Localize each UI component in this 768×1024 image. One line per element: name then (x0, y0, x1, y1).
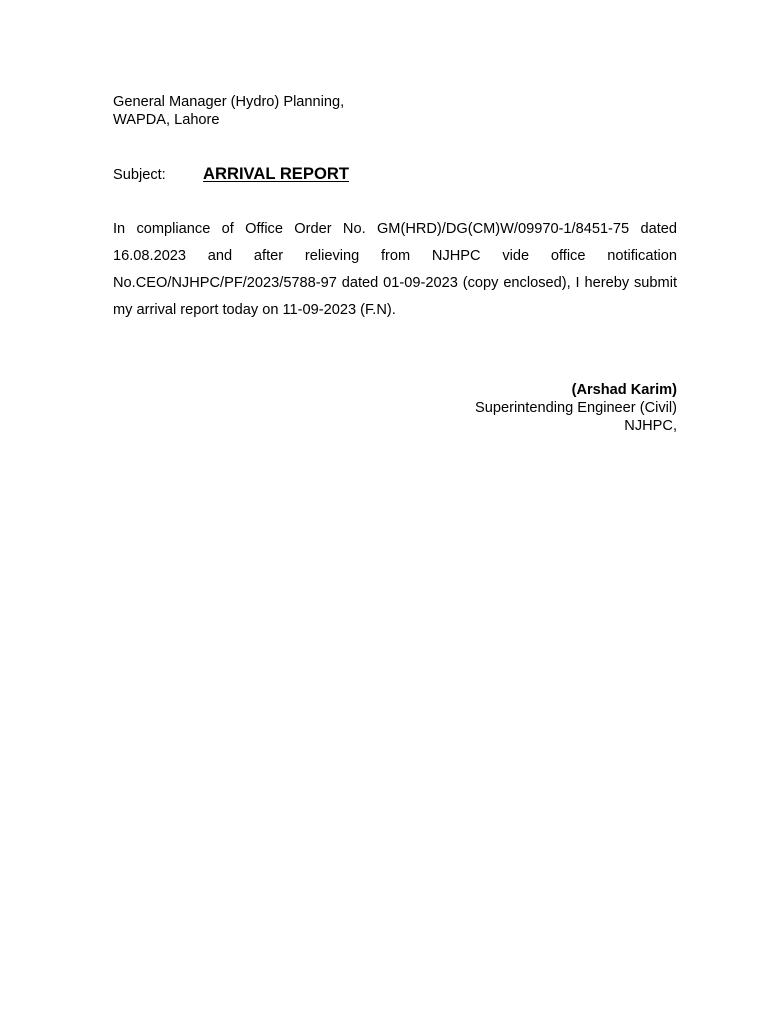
signature-block (475, 381, 677, 435)
signatory-designation: Superintending Engineer (Civil) (475, 400, 677, 416)
addressee-line-1: General Manager (Hydro) Planning, (113, 94, 345, 110)
subject-label: Subject: (113, 167, 166, 183)
subject-title: ARRIVAL REPORT (203, 164, 349, 183)
signatory-name: (Arshad Karim) (571, 382, 677, 398)
signatory-organization: NJHPC, (624, 418, 677, 434)
body-paragraph: In compliance of Office Order No. GM(HRD)/DG(CM)W/09970-1/8451-75 dated 16.08.2023 and after relieving from NJHPC vide office notification No.CEO/NJHPC/PF/2023/5788-97 dated 01-09-2023 (copy enclosed), I hereby submit my arrival report today on 11-09-2023 (F.N). (113, 221, 677, 318)
addressee-block (113, 93, 344, 129)
subject-row (113, 164, 349, 188)
addressee-line-2: WAPDA, Lahore (113, 112, 220, 128)
